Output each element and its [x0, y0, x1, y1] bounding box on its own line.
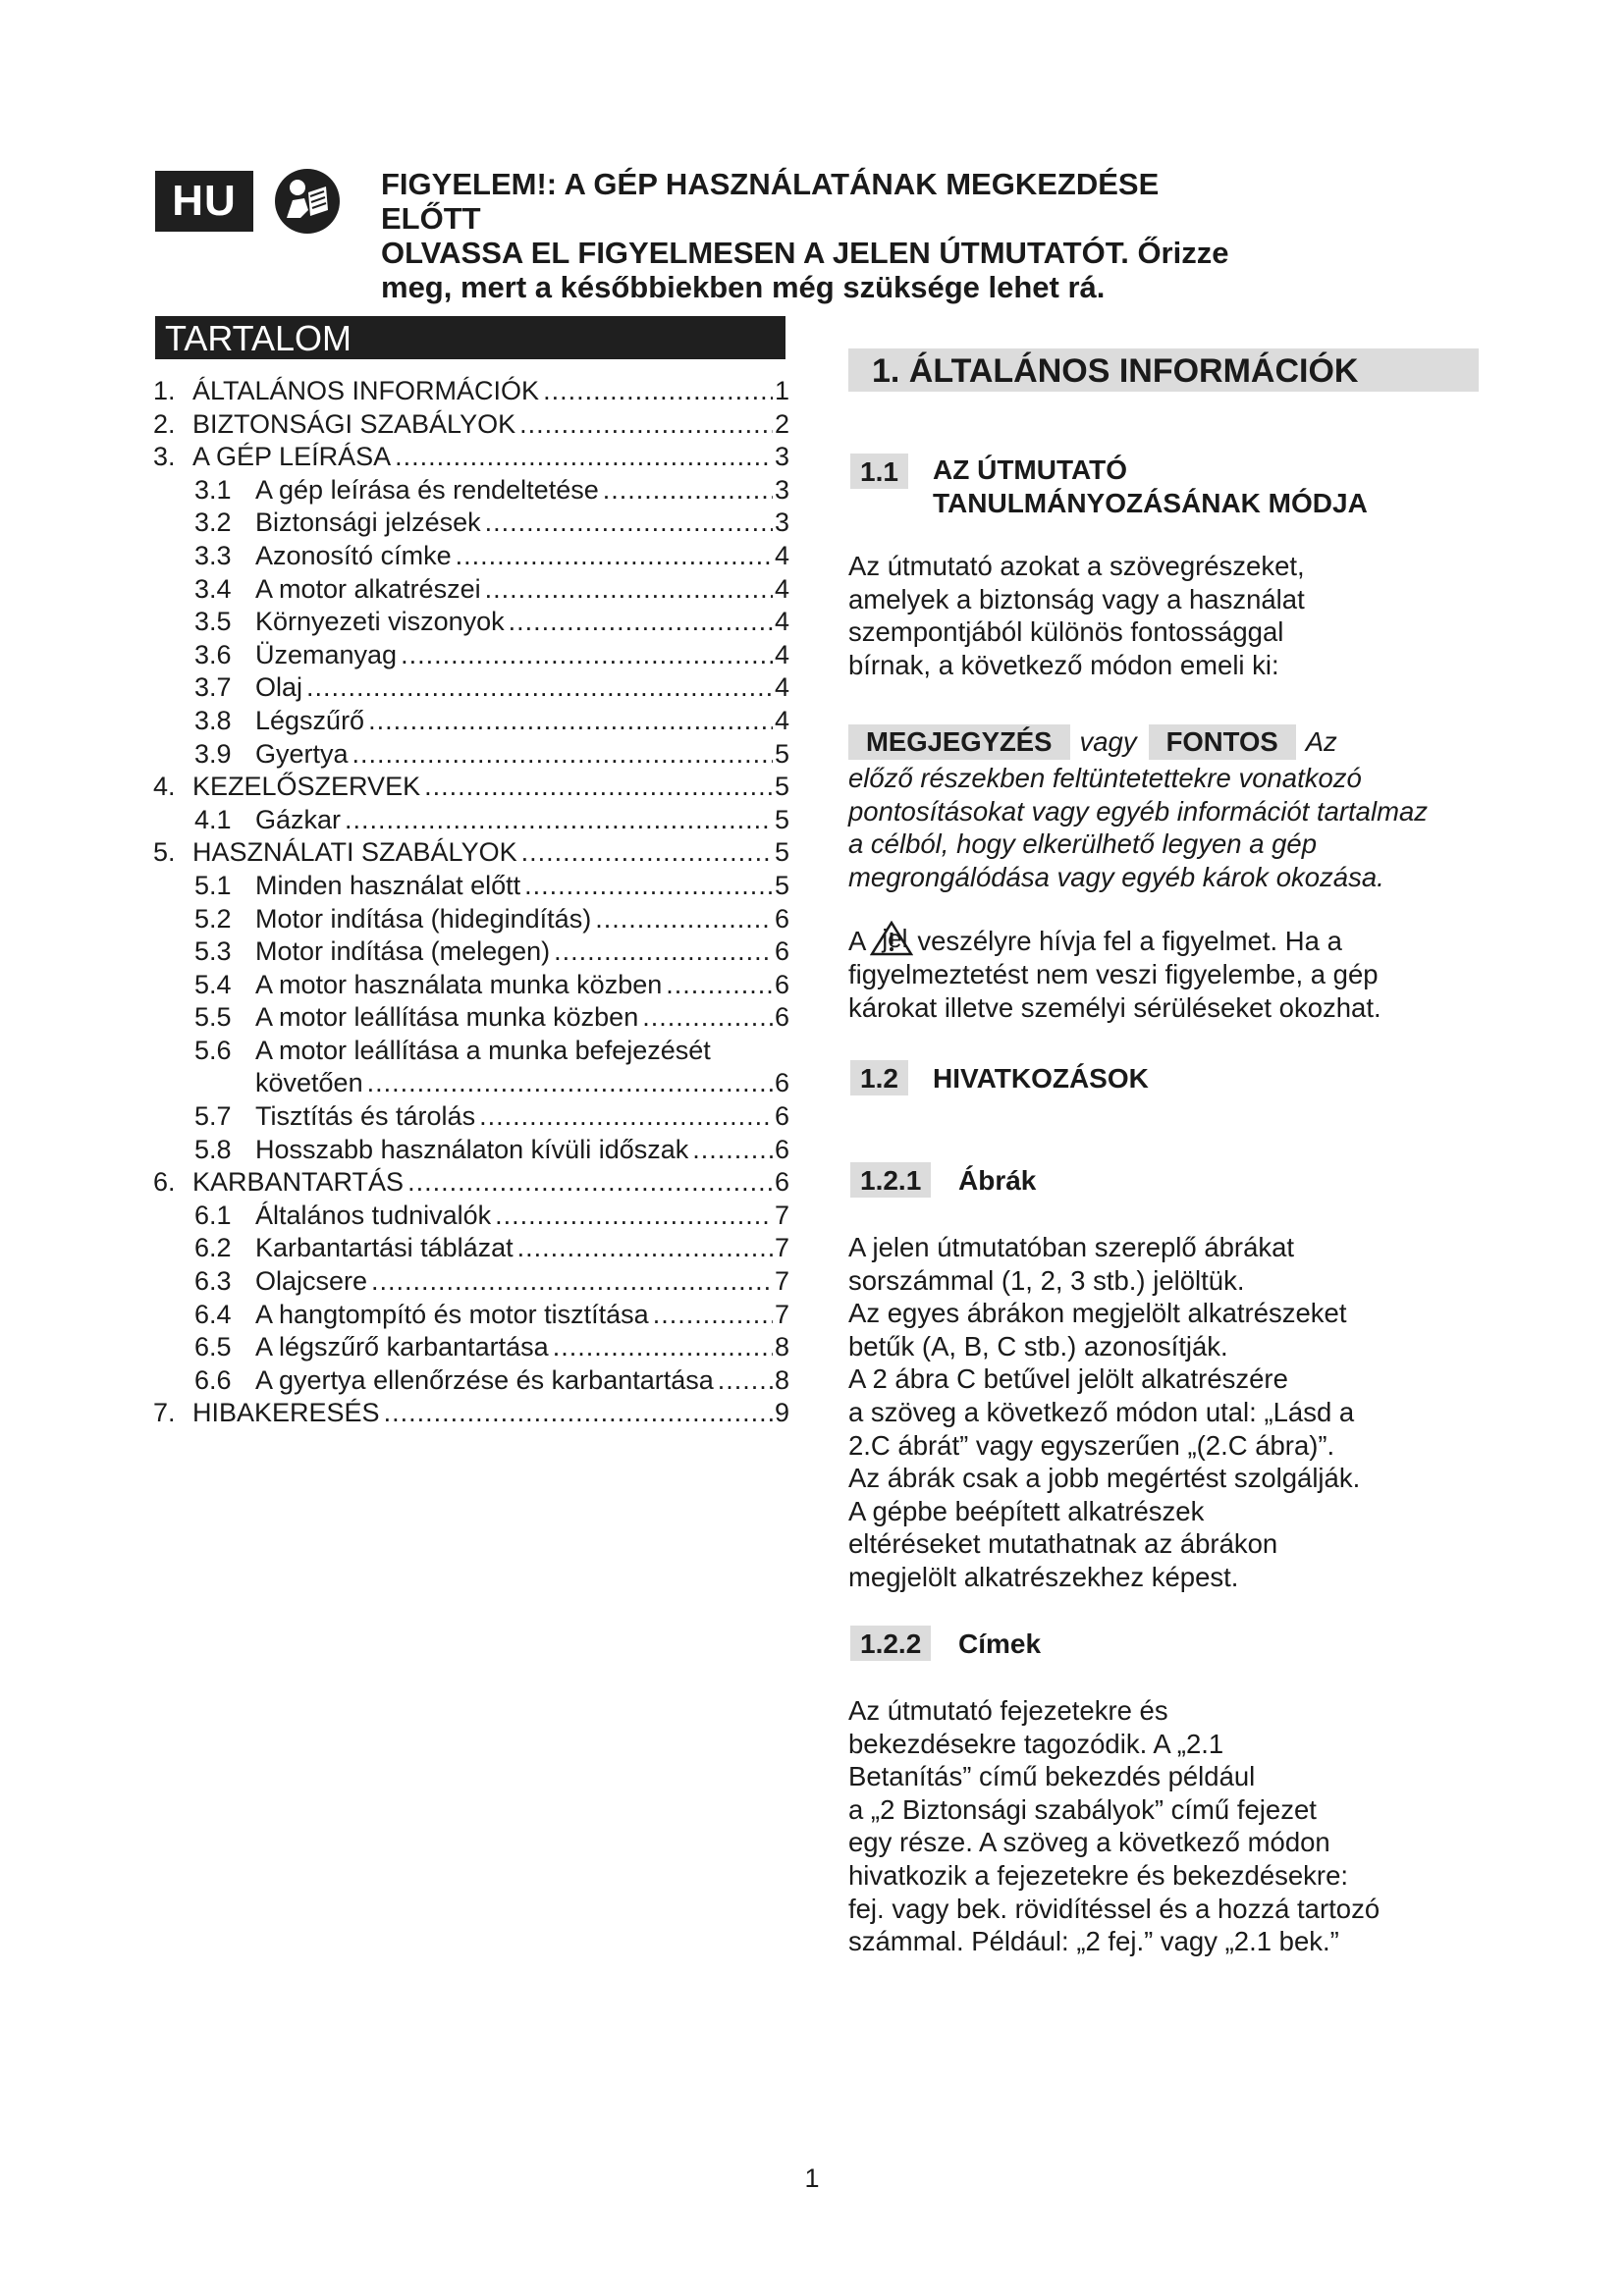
toc-item — [153, 606, 789, 639]
text-line: figyelmeztetést nem veszi figyelembe, a gép — [848, 959, 1379, 989]
toc-leader-dots — [653, 1299, 773, 1332]
section-number-1-2-1: 1.2.1 — [850, 1162, 931, 1198]
text-line: Az egyes ábrákon megjelölt alkatrészeket — [848, 1298, 1347, 1329]
text-line: pontosításokat vagy egyéb információt tartalmaz — [848, 795, 1429, 827]
toc-item-title: HIBAKERESÉS — [192, 1398, 380, 1428]
text-line: a „2 Biztonsági szabályok” című fejezet — [848, 1793, 1317, 1825]
section-heading: 1. ÁLTALÁNOS INFORMÁCIÓK — [848, 348, 1479, 392]
text-line: megjelölt alkatrészekhez képest. — [848, 1561, 1239, 1592]
toc-item-number: 7. — [153, 1398, 176, 1428]
toc-leader-dots — [718, 1364, 773, 1398]
text-line: eltéréseket mutathatnak az ábrákon — [848, 1528, 1278, 1560]
toc-item — [153, 408, 789, 442]
toc-item-title: A motor használata munka közben — [255, 969, 663, 999]
toc-leader-dots — [495, 1200, 773, 1233]
toc-item — [153, 375, 789, 408]
text-line: előző részekben feltüntetettekre vonatkozó — [848, 763, 1362, 793]
note-paragraph — [848, 722, 1487, 893]
subsection-title-1-2: HIVATKOZÁSOK — [933, 1063, 1149, 1094]
toc-item-number: 6.5 — [194, 1332, 232, 1362]
toc-item — [153, 903, 789, 936]
toc-leader-dots — [509, 606, 773, 639]
toc-item — [153, 507, 789, 540]
subsection-title-1-2-1: Ábrák — [958, 1165, 1037, 1196]
toc-item-page: 6 — [774, 1167, 789, 1198]
toc-item-title: A gép leírása és rendeltetése — [255, 474, 599, 505]
toc-leader-dots — [553, 1331, 773, 1364]
text-line: bekezdésekre tagozódik. A „2.1 — [848, 1728, 1224, 1759]
warning-paragraph — [848, 923, 1487, 1024]
intro-paragraph — [848, 550, 1487, 681]
toc-item-page: 5 — [774, 772, 789, 802]
toc-item-title: Légszűrő — [255, 705, 365, 735]
warning-symbol-label: jel — [882, 924, 908, 953]
toc-item-page: 5 — [774, 870, 789, 900]
text-line: Az ábrák csak a jobb megértést szolgálják. — [848, 1463, 1361, 1494]
toc-item — [153, 1200, 789, 1233]
toc-item-page: 6 — [774, 903, 789, 934]
toc-item-number: 3.6 — [194, 639, 232, 669]
toc-leader-dots — [517, 1232, 773, 1265]
toc-item-number: 6.1 — [194, 1200, 232, 1230]
toc-item-page: 6 — [774, 1002, 789, 1033]
toc-item-number: 3.7 — [194, 672, 232, 703]
text-line: bírnak, a következő módon emeli ki: — [848, 649, 1279, 680]
toc-item-number: 3.3 — [194, 540, 232, 570]
toc-leader-dots — [367, 1067, 773, 1100]
toc-item — [153, 1100, 789, 1134]
toc-item-number: 5.3 — [194, 936, 232, 967]
text-line: a szöveg a következő módon utal: „Lásd a — [848, 1396, 1355, 1427]
toc-item-page: 4 — [774, 607, 789, 637]
toc-item — [153, 1397, 789, 1430]
toc-item — [153, 441, 789, 474]
section-number-1-2-2: 1.2.2 — [850, 1626, 931, 1661]
toc-item-title: A gyertya ellenőrzése és karbantartása — [255, 1364, 714, 1395]
toc-list — [153, 375, 789, 1430]
toc-item-title: HASZNÁLATI SZABÁLYOK — [192, 837, 517, 868]
toc-leader-dots — [424, 771, 773, 804]
toc-item-number: 6. — [153, 1167, 176, 1198]
toc-leader-dots — [521, 836, 773, 870]
toc-item-page: 5 — [774, 837, 789, 868]
warning-triangle-icon — [870, 923, 913, 958]
toc-item-number: 5.8 — [194, 1134, 232, 1164]
text-line: betűk (A, B, C stb.) azonosítják. — [848, 1330, 1228, 1362]
toc-item-page: 3 — [774, 474, 789, 505]
toc-item-title: A légszűrő karbantartása — [255, 1332, 549, 1362]
toc-item-number: 4. — [153, 772, 176, 802]
toc-item-title: Minden használat előtt — [255, 870, 521, 900]
toc-item — [153, 1265, 789, 1299]
toc-leader-dots — [479, 1100, 773, 1134]
toc-item — [153, 771, 789, 804]
toc-item-title: Biztonsági jelzések — [255, 507, 481, 538]
toc-title: TARTALOM — [155, 316, 785, 359]
toc-item-page: 1 — [774, 376, 789, 405]
toc-item-number: 5. — [153, 837, 176, 868]
text-line: egy része. A szöveg a következő módon — [848, 1827, 1330, 1858]
toc-item-number: 6.4 — [194, 1299, 232, 1329]
text-line: hivatkozik a fejezetekre és bekezdésekre: — [848, 1859, 1349, 1891]
toc-item-number: 1. — [153, 376, 176, 405]
text-line: A gépbe beépített alkatrészek — [848, 1495, 1205, 1526]
toc-item-number: 5.7 — [194, 1101, 232, 1132]
toc-item-title: Hosszabb használaton kívüli időszak — [255, 1134, 689, 1164]
toc-item-title: Motor indítása (hidegindítás) — [255, 903, 592, 934]
toc-item-title: Azonosító címke — [255, 540, 452, 570]
toc-item-title: Általános tudnivalók — [255, 1200, 492, 1230]
toc-item — [153, 1134, 789, 1167]
toc-leader-dots — [519, 408, 773, 442]
toc-item-page: 6 — [774, 1134, 789, 1164]
tag-or: vagy — [1079, 726, 1137, 758]
text-line: amelyek a biztonság vagy a használat — [848, 583, 1305, 614]
toc-item-title: A motor alkatrészei — [255, 573, 481, 604]
toc-item-page: 6 — [774, 936, 789, 967]
toc-item — [153, 1001, 789, 1035]
section-number-1-1: 1.1 — [850, 454, 908, 489]
toc-leader-dots — [692, 1134, 773, 1167]
toc-item-page: 3 — [774, 442, 789, 472]
toc-item — [153, 870, 789, 903]
toc-item-title: Gázkar — [255, 804, 342, 834]
text-line: fej. vagy bek. rövidítéssel és a hozzá tartozó — [848, 1893, 1380, 1924]
toc-item-page: 3 — [774, 507, 789, 538]
toc-leader-dots — [485, 573, 773, 607]
toc-item-number: 3.9 — [194, 738, 232, 769]
toc-item-page: 5 — [774, 804, 789, 834]
toc-item-page: 5 — [774, 738, 789, 769]
toc-item-number: 3.4 — [194, 573, 232, 604]
toc-leader-dots — [407, 1166, 773, 1200]
text-fragment: veszélyre hívja fel a figyelmet. Ha a — [917, 926, 1342, 957]
toc-item-page: 4 — [774, 705, 789, 735]
toc-item — [153, 540, 789, 573]
toc-item-title: KEZELŐSZERVEK — [192, 772, 421, 802]
toc-item — [153, 836, 789, 870]
toc-item — [153, 639, 789, 672]
read-manual-icon — [273, 167, 342, 236]
text-line: A 2 ábra C betűvel jelölt alkatrészére — [848, 1363, 1288, 1395]
subsection-title-line: AZ ÚTMUTATÓ — [933, 454, 1128, 485]
language-badge: HU — [155, 171, 253, 232]
toc-item-title: Karbantartási táblázat — [255, 1233, 514, 1263]
toc-item-title: Gyertya — [255, 738, 349, 769]
figures-paragraph — [848, 1231, 1487, 1594]
toc-item-page: 6 — [774, 1101, 789, 1132]
toc-item-number: 5.6 — [194, 1035, 232, 1065]
warning-line: meg, mert a későbbiekben még szüksége lehet rá. — [381, 270, 1106, 304]
toc-leader-dots — [603, 474, 773, 507]
toc-item — [153, 1035, 789, 1068]
toc-item-page: 8 — [774, 1332, 789, 1362]
toc-leader-dots — [395, 441, 773, 474]
toc-item-number: 5.2 — [194, 903, 232, 934]
text-line: A jelen útmutatóban szereplő ábrákat — [848, 1232, 1295, 1262]
toc-item-title: Motor indítása (melegen) — [255, 936, 551, 967]
toc-item — [153, 1232, 789, 1265]
toc-item-title: A hangtompító és motor tisztítása — [255, 1299, 649, 1329]
toc-item-title: Üzemanyag — [255, 639, 398, 669]
note-tag: MEGJEGYZÉS — [848, 724, 1070, 760]
toc-item-number: 3. — [153, 442, 176, 472]
toc-item-number: 2. — [153, 408, 176, 439]
subsection-title-1-1 — [933, 454, 1368, 520]
toc-item-page: 2 — [774, 408, 789, 439]
text-line: szempontjából különös fontossággal — [848, 616, 1284, 648]
toc-item — [153, 1067, 789, 1100]
toc-item-title: A GÉP LEÍRÁSA — [192, 442, 392, 472]
warning-line: OLVASSA EL FIGYELMESEN A JELEN ÚTMUTATÓT. Őrizze — [381, 236, 1229, 270]
toc-item-page: 8 — [774, 1364, 789, 1395]
text-line: megrongálódása vagy egyéb károk okozása. — [848, 861, 1384, 892]
toc-leader-dots — [384, 1397, 773, 1430]
toc-item-title: Környezeti viszonyok — [255, 607, 505, 637]
toc-item-number: 4.1 — [194, 804, 232, 834]
toc-item-page: 7 — [774, 1233, 789, 1263]
toc-leader-dots — [642, 1001, 773, 1035]
text-line: Betanítás” című bekezdés például — [848, 1761, 1256, 1792]
toc-item-title: Tisztítás és tárolás — [255, 1101, 476, 1132]
toc-leader-dots — [595, 903, 773, 936]
text-fragment: A — [848, 926, 867, 957]
toc-leader-dots — [485, 507, 773, 540]
toc-item-page: 6 — [774, 1068, 789, 1098]
toc-item-title: A motor leállítása a munka befejezését — [255, 1035, 711, 1065]
toc-item — [153, 1166, 789, 1200]
toc-leader-dots — [543, 375, 773, 408]
toc-item-number: 6.2 — [194, 1233, 232, 1263]
toc-item-title: ÁLTALÁNOS INFORMÁCIÓK — [192, 376, 540, 405]
text-line: sorszámmal (1, 2, 3 stb.) jelöltük. — [848, 1264, 1245, 1296]
toc-item — [153, 1299, 789, 1332]
warning-line: FIGYELEM!: A GÉP HASZNÁLATÁNAK MEGKEZDÉSE ELŐTT — [381, 167, 1160, 236]
toc-item-page: 7 — [774, 1200, 789, 1230]
text-line: károkat illetve személyi sérüléseket okozhat. — [848, 991, 1381, 1023]
toc-item-number: 6.3 — [194, 1266, 232, 1297]
text-line: 2.C ábrát” vagy egyszerűen „(2.C ábra)”. — [848, 1429, 1335, 1461]
toc-item — [153, 969, 789, 1002]
toc-item-title: KARBANTARTÁS — [192, 1167, 405, 1198]
toc-item-number: 5.4 — [194, 969, 232, 999]
important-tag: FONTOS — [1149, 724, 1296, 760]
toc-leader-dots — [524, 870, 773, 903]
toc-item — [153, 804, 789, 837]
toc-item-page: 4 — [774, 639, 789, 669]
toc-item-title: követően — [255, 1068, 363, 1098]
toc-item-number: 5.5 — [194, 1002, 232, 1033]
toc-item-number: 3.2 — [194, 507, 232, 538]
toc-leader-dots — [368, 705, 773, 738]
toc-item — [153, 1364, 789, 1398]
toc-leader-dots — [371, 1265, 773, 1299]
text-line: számmal. Például: „2 fej.” vagy „2.1 bek.” — [848, 1926, 1339, 1957]
warning-symbol-line — [848, 923, 1487, 958]
toc-item — [153, 935, 789, 969]
text-line: Az útmutató azokat a szövegrészeket, — [848, 551, 1305, 581]
toc-leader-dots — [401, 639, 773, 672]
toc-item-page: 4 — [774, 540, 789, 570]
subsection-title-line: TANULMÁNYOZÁSÁNAK MÓDJA — [933, 488, 1368, 518]
toc-item-title: Olaj — [255, 672, 303, 703]
toc-leader-dots — [352, 738, 773, 772]
text-line: a célból, hogy elkerülhető legyen a gép — [848, 828, 1318, 860]
text-line: Az útmutató fejezetekre és — [848, 1695, 1168, 1726]
section-number-1-2: 1.2 — [850, 1060, 908, 1095]
toc-item-number: 5.1 — [194, 870, 232, 900]
toc-item-number: 3.1 — [194, 474, 232, 505]
toc-item — [153, 705, 789, 738]
toc-item — [153, 738, 789, 772]
toc-item — [153, 671, 789, 705]
toc-item-page: 4 — [774, 573, 789, 604]
toc-item-number: 3.5 — [194, 607, 232, 637]
note-tags-line — [848, 722, 1487, 762]
toc-item-number: 3.8 — [194, 705, 232, 735]
toc-leader-dots — [456, 540, 773, 573]
toc-leader-dots — [666, 969, 773, 1002]
toc-item-page: 9 — [774, 1398, 789, 1428]
toc-item-title: A motor leállítása munka közben — [255, 1002, 639, 1033]
toc-leader-dots — [306, 671, 773, 705]
toc-item — [153, 1331, 789, 1364]
toc-item-title: Olajcsere — [255, 1266, 368, 1297]
subsection-title-1-2-2: Címek — [958, 1629, 1042, 1659]
toc-leader-dots — [345, 804, 773, 837]
titles-paragraph — [848, 1694, 1487, 1958]
toc-item-number: 6.6 — [194, 1364, 232, 1395]
page-number: 1 — [804, 2163, 820, 2193]
toc-item-page: 7 — [774, 1299, 789, 1329]
toc-leader-dots — [554, 935, 773, 969]
toc-item — [153, 573, 789, 607]
toc-item — [153, 474, 789, 507]
toc-item-page: 4 — [774, 672, 789, 703]
toc-item-page: 7 — [774, 1266, 789, 1297]
toc-item-title: BIZTONSÁGI SZABÁLYOK — [192, 408, 516, 439]
toc-item-page: 6 — [774, 969, 789, 999]
warning-text — [381, 167, 1265, 304]
tag-after: Az — [1305, 726, 1337, 758]
